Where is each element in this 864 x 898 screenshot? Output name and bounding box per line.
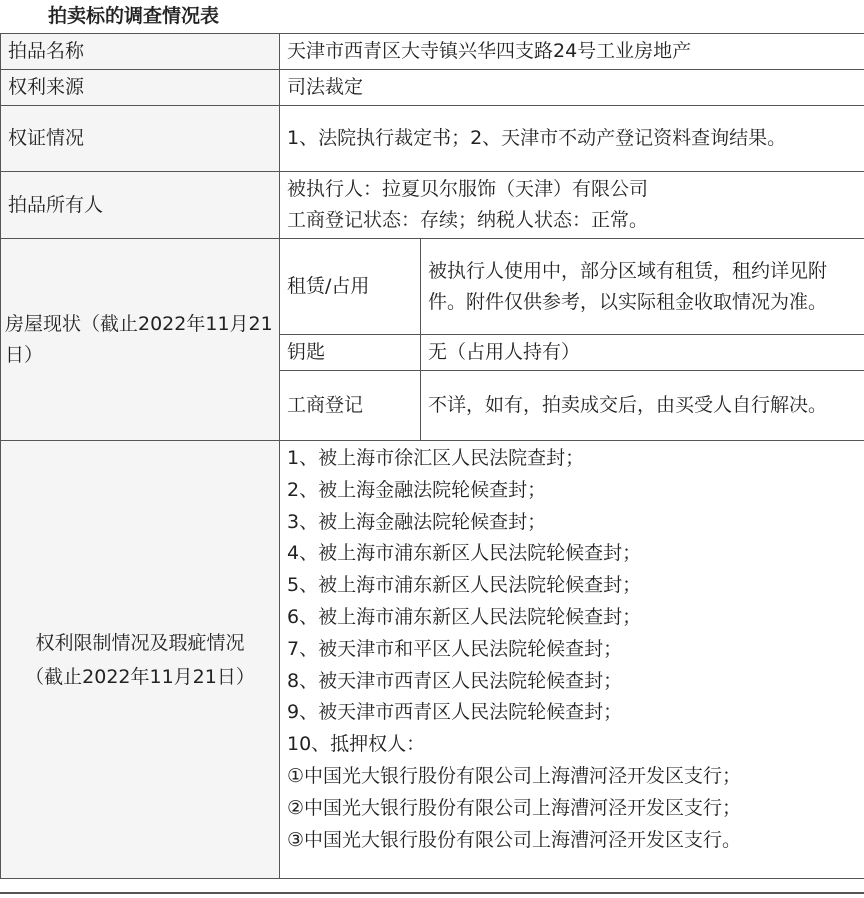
list-item: 7、被天津市和平区人民法院轮候查封；: [287, 637, 623, 660]
rights-source-label: 权利来源: [1, 70, 280, 106]
restrictions-label: [1, 441, 280, 879]
owner-status-line: 工商登记状态：存续；纳税人状态：正常。: [287, 209, 649, 231]
list-item: ③中国光大银行股份有限公司上海漕河泾开发区支行。: [287, 828, 742, 851]
key-value: 无（占用人持有）: [421, 335, 864, 371]
table-row: [1, 34, 864, 70]
certificate-value: 1、法院执行裁定书；2、天津市不动产登记资料查询结果。: [280, 106, 864, 172]
list-item: ①中国光大银行股份有限公司上海漕河泾开发区支行；: [287, 764, 742, 787]
key-label: 钥匙: [280, 335, 421, 371]
rights-source-value: 司法裁定: [280, 70, 864, 106]
table-row: [1, 239, 864, 335]
owner-label: 拍品所有人: [1, 172, 280, 239]
list-item: 4、被上海市浦东新区人民法院轮候查封；: [287, 542, 642, 565]
owner-line: 被执行人：拉夏贝尔服饰（天津）有限公司: [287, 178, 649, 200]
business-registration-label: 工商登记: [280, 371, 421, 441]
list-item: 5、被上海市浦东新区人民法院轮候查封；: [287, 574, 642, 597]
table-title: 拍卖标的调查情况表: [48, 5, 220, 27]
table-row: [1, 70, 864, 106]
house-status-label: 房屋现状（截止2022年11月21日）: [1, 239, 280, 441]
restrictions-label-line: 权利限制情况及瑕疵情况: [35, 631, 245, 654]
table-row: [1, 106, 864, 172]
table-row: [1, 172, 864, 239]
table-row: [1, 441, 864, 879]
list-item: 9、被天津市西青区人民法院轮候查封；: [287, 701, 623, 724]
list-item: 1、被上海市徐汇区人民法院查封；: [287, 447, 585, 469]
auction-survey-table: [0, 33, 864, 879]
certificate-label: 权证情况: [1, 106, 280, 172]
item-name-label: 拍品名称: [1, 34, 280, 70]
list-item: 10、抵押权人：: [287, 733, 426, 756]
list-item: 8、被天津市西青区人民法院轮候查封；: [287, 669, 623, 692]
business-registration-value: 不详，如有，拍卖成交后，由买受人自行解决。: [421, 371, 864, 441]
bottom-divider: [0, 892, 864, 894]
list-item: 2、被上海金融法院轮候查封；: [287, 478, 547, 501]
list-item: 3、被上海金融法院轮候查封；: [287, 510, 547, 533]
restrictions-list: [280, 441, 864, 879]
item-name-value: 天津市西青区大寺镇兴华四支路24号工业房地产: [280, 34, 864, 70]
lease-value: 被执行人使用中，部分区域有租赁，租约详见附件。附件仅供参考，以实际租金收取情况为准。: [421, 239, 864, 335]
lease-label: 租赁/占用: [280, 239, 421, 335]
owner-value: [280, 172, 864, 239]
list-item: 6、被上海市浦东新区人民法院轮候查封；: [287, 605, 642, 628]
restrictions-date-line: （截止2022年11月21日）: [25, 665, 255, 688]
list-item: ②中国光大银行股份有限公司上海漕河泾开发区支行；: [287, 796, 742, 819]
